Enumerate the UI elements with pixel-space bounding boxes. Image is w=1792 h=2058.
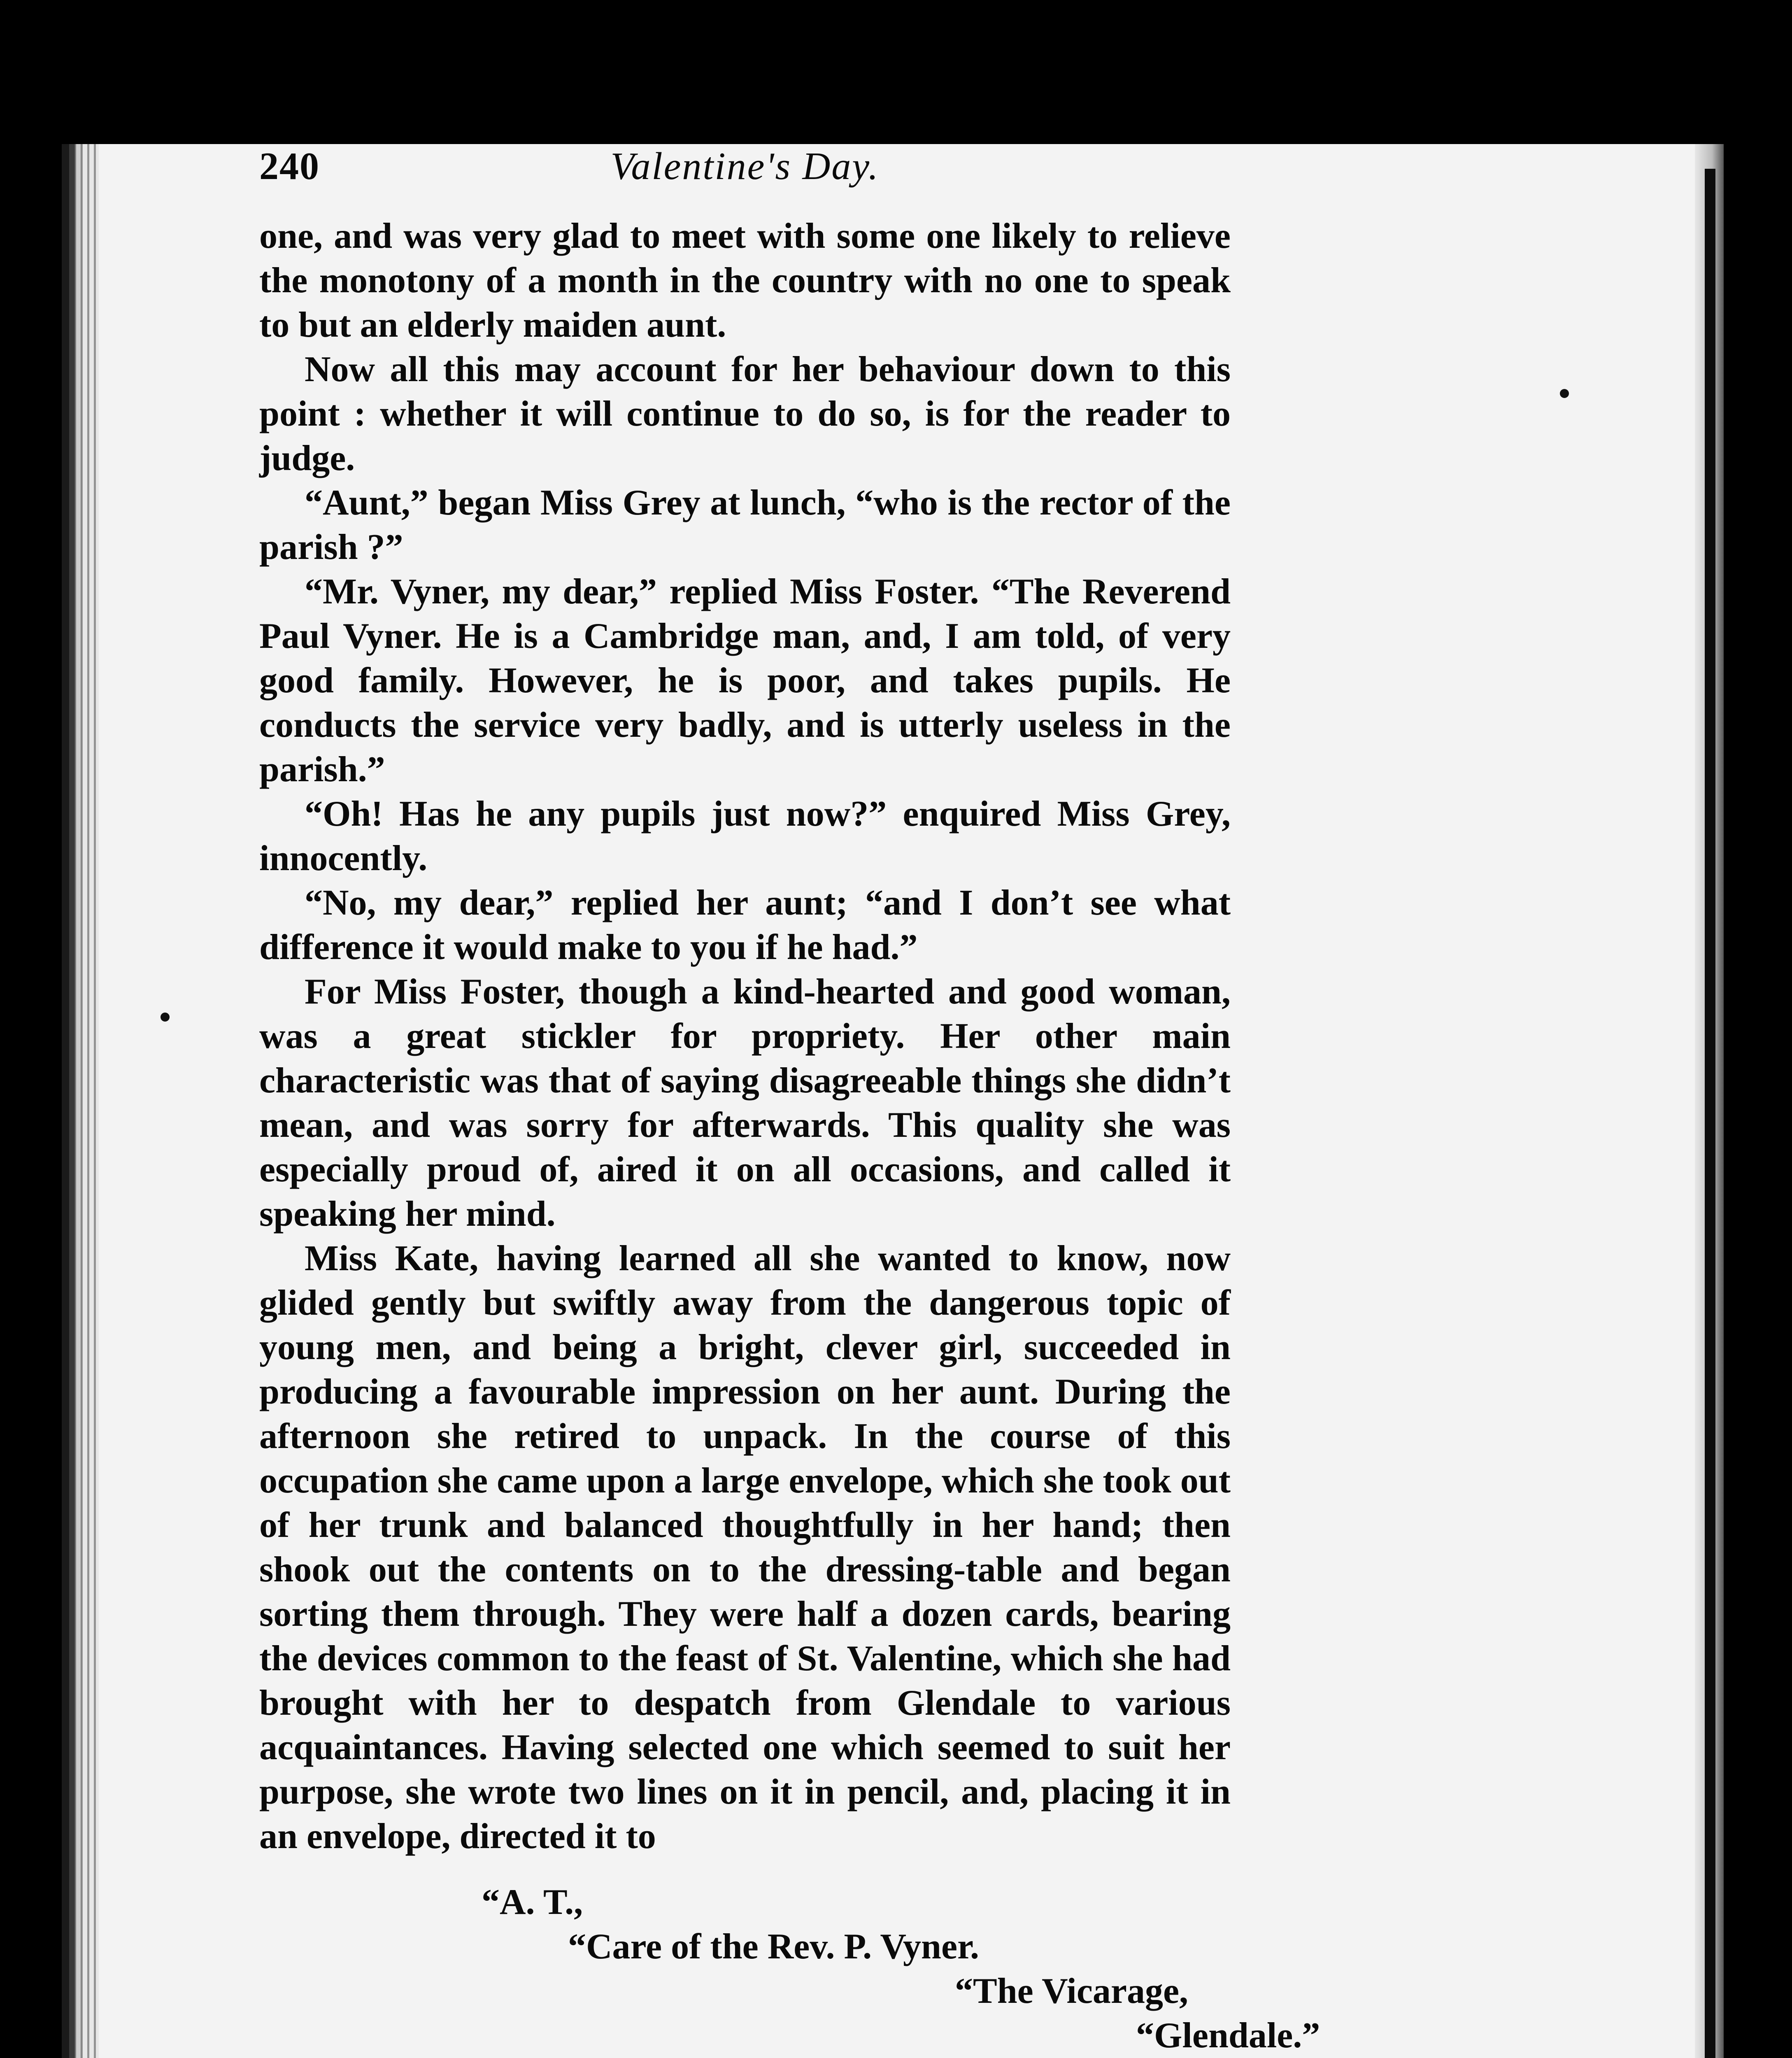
letter-address: [259, 1880, 1320, 2056]
paragraph: For Miss Foster, though a kind-hearted and good woman, was a great stickler for propriety. Her other main characteristic was that of saying disagreeable things she didn’t mean, and was sorry for afterwards. This quality she was especially proud of, aired it on all occasions, and called it speaking her mind.: [259, 972, 1231, 1234]
page-header: [259, 144, 1231, 198]
paragraph: one, and was very glad to meet with some one likely to relieve the monotony of a month in the country with no one to speak to but an elderly maiden aunt.: [259, 216, 1231, 345]
page-gutter: [74, 144, 99, 2058]
ink-speck: [1560, 389, 1569, 398]
paragraph: “Mr. Vyner, my dear,” replied Miss Foster. “The Reverend Paul Vyner. He is a Cambridge man, and, I am told, of very good family. However, he is poor, and takes pupils. He conducts the service very badly, and is utterly useless in the parish.”: [259, 572, 1231, 789]
paragraph: Miss Kate, having learned all she wanted to know, now glided gently but swiftly away from the dangerous topic of young men, and being a bright, clever girl, succeeded in producing a favourable impression on her aunt. During the afternoon she retired to unpack. In the course of this occupation she came upon a large envelope, which she took out of her trunk and balanced thoughtfully in her hand; then shook out the contents on to the dressing-table and began sorting them through. They were half a dozen cards, bearing the devices common to the feast of St. Valentine, which she had brought with her to despatch from Glendale to various acquaintances. Having selected one which seemed to suit her purpose, she wrote two lines on it in pencil, and, placing it in an envelope, directed it to: [259, 1239, 1231, 1856]
binding-edge: [1705, 169, 1715, 2058]
address-line: “Care of the Rev. P. Vyner.: [568, 1927, 979, 1967]
ink-speck: [161, 1013, 170, 1022]
running-title: Valentine's Day.: [610, 145, 880, 188]
page-number: 240: [259, 145, 320, 188]
paragraph: “Oh! Has he any pupils just now?” enquired Miss Grey, innocently.: [259, 794, 1231, 878]
paragraph: “No, my dear,” replied her aunt; “and I don’t see what difference it would make to you if he had.”: [259, 883, 1231, 967]
paragraph: Now all this may account for her behaviour down to this point : whether it will continue to do so, is for the reader to judge.: [259, 349, 1231, 478]
address-line: “The Vicarage,: [955, 1971, 1189, 2011]
paragraph: “Aunt,” began Miss Grey at lunch, “who is the rector of the parish ?”: [259, 483, 1231, 567]
address-line: “A. T.,: [482, 1882, 583, 1922]
address-line: “Glendale.”: [1136, 2016, 1320, 2056]
body-text: [259, 214, 1320, 2058]
